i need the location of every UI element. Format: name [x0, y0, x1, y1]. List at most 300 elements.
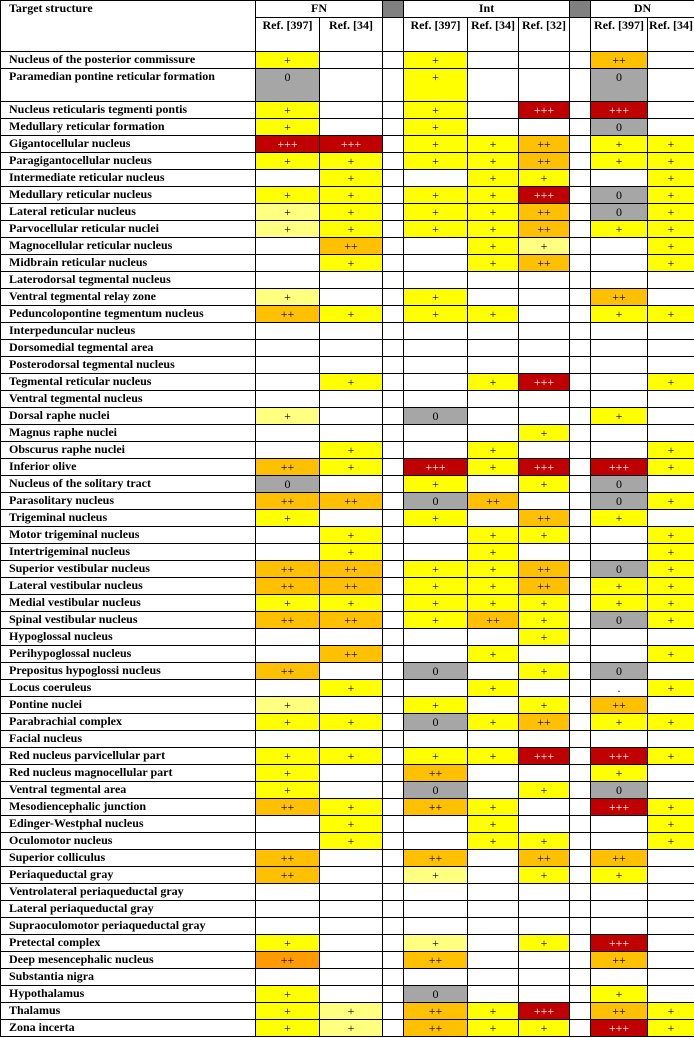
table-row: [1, 986, 694, 1003]
value-cell: +: [256, 1003, 320, 1020]
value-cell: +: [320, 306, 383, 323]
table-row: [1, 544, 694, 561]
separator-cell: [570, 221, 591, 238]
separator-cell: [570, 782, 591, 799]
structure-name: Pretectal complex: [1, 935, 256, 952]
value-cell: +: [468, 221, 519, 238]
value-cell: [591, 629, 648, 646]
value-cell: [648, 952, 694, 969]
table-body: [1, 52, 694, 1037]
structure-name: Paramedian pontine reticular formation: [1, 69, 256, 102]
value-cell: +: [404, 578, 468, 595]
separator-cell: [570, 748, 591, 765]
structure-name: Ventrolateral periaqueductal gray: [1, 884, 256, 901]
value-cell: [404, 646, 468, 663]
value-cell: [648, 69, 694, 102]
value-cell: +: [648, 136, 694, 153]
separator-cell: [383, 663, 404, 680]
value-cell: +: [256, 935, 320, 952]
structure-name: Ventral tegmental nucleus: [1, 391, 256, 408]
separator-cell: [383, 102, 404, 119]
value-cell: +: [320, 595, 383, 612]
separator-cell: [570, 238, 591, 255]
value-cell: [468, 102, 519, 119]
value-cell: [519, 969, 570, 986]
value-cell: [519, 918, 570, 935]
value-cell: ++: [468, 612, 519, 629]
value-cell: [468, 697, 519, 714]
separator-cell: [570, 561, 591, 578]
separator-cell: [570, 187, 591, 204]
value-cell: [468, 884, 519, 901]
value-cell: [519, 442, 570, 459]
value-cell: +: [404, 187, 468, 204]
value-cell: [256, 731, 320, 748]
value-cell: +: [256, 408, 320, 425]
separator-cell: [570, 442, 591, 459]
value-cell: ++: [256, 612, 320, 629]
value-cell: [591, 425, 648, 442]
table-row: [1, 52, 694, 69]
value-cell: +: [648, 238, 694, 255]
table-row: [1, 1020, 694, 1037]
value-cell: ++: [519, 510, 570, 527]
value-cell: [320, 850, 383, 867]
value-cell: ++: [519, 850, 570, 867]
value-cell: +: [468, 255, 519, 272]
structure-name: Parasolitary nucleus: [1, 493, 256, 510]
value-cell: [648, 289, 694, 306]
value-cell: +: [468, 459, 519, 476]
separator-cell: [570, 663, 591, 680]
value-cell: [468, 289, 519, 306]
table-row: [1, 187, 694, 204]
value-cell: [320, 102, 383, 119]
value-cell: +: [256, 714, 320, 731]
value-cell: +++: [519, 748, 570, 765]
table-row: [1, 748, 694, 765]
separator-cell: [383, 799, 404, 816]
value-cell: 0: [404, 408, 468, 425]
value-cell: +: [591, 136, 648, 153]
structure-name: Parvocellular reticular nuclei: [1, 221, 256, 238]
separator-cell: [383, 884, 404, 901]
value-cell: +: [468, 714, 519, 731]
table-row: [1, 935, 694, 952]
value-cell: +: [648, 153, 694, 170]
structure-name: Nucleus of the solitary tract: [1, 476, 256, 493]
structure-name: Red nucleus parvicellular part: [1, 748, 256, 765]
value-cell: [256, 323, 320, 340]
separator-cell: [570, 884, 591, 901]
separator-cell: [570, 578, 591, 595]
value-cell: [468, 476, 519, 493]
value-cell: 0: [591, 119, 648, 136]
value-cell: [519, 986, 570, 1003]
value-cell: [320, 425, 383, 442]
separator-cell: [383, 69, 404, 102]
separator-cell: [570, 1020, 591, 1037]
value-cell: [519, 901, 570, 918]
value-cell: [648, 765, 694, 782]
value-cell: ++: [519, 136, 570, 153]
separator-cell: [570, 459, 591, 476]
value-cell: [256, 969, 320, 986]
value-cell: +: [648, 646, 694, 663]
value-cell: [404, 816, 468, 833]
value-cell: ++: [404, 765, 468, 782]
structure-name: Nucleus of the posterior commissure: [1, 52, 256, 69]
value-cell: 0: [404, 714, 468, 731]
table-row: [1, 731, 694, 748]
value-cell: [404, 629, 468, 646]
value-cell: [519, 391, 570, 408]
structure-name: Medullary reticular nucleus: [1, 187, 256, 204]
value-cell: +: [256, 204, 320, 221]
separator-cell: [383, 153, 404, 170]
value-cell: [648, 867, 694, 884]
value-cell: ++: [256, 952, 320, 969]
value-cell: [591, 323, 648, 340]
structure-name: Prepositus hypoglossi nucleus: [1, 663, 256, 680]
separator-cell: [570, 204, 591, 221]
value-cell: [648, 391, 694, 408]
structure-name: Mesodiencephalic junction: [1, 799, 256, 816]
value-cell: +: [591, 867, 648, 884]
value-cell: 0: [404, 663, 468, 680]
structure-name: Lateral periaqueductal gray: [1, 901, 256, 918]
separator-cell: [383, 442, 404, 459]
table-row: [1, 918, 694, 935]
separator-cell: [570, 646, 591, 663]
separator-cell: [570, 255, 591, 272]
value-cell: [320, 731, 383, 748]
value-cell: [591, 238, 648, 255]
value-cell: +: [320, 799, 383, 816]
value-cell: [519, 884, 570, 901]
value-cell: +: [468, 374, 519, 391]
ref-header: Ref. [34]: [468, 18, 519, 52]
separator: [383, 1, 404, 18]
value-cell: +: [256, 765, 320, 782]
value-cell: +: [256, 697, 320, 714]
separator-cell: [570, 119, 591, 136]
value-cell: +: [404, 306, 468, 323]
value-cell: +: [256, 748, 320, 765]
value-cell: +: [256, 102, 320, 119]
value-cell: ++: [256, 493, 320, 510]
value-cell: [648, 340, 694, 357]
separator-cell: [570, 969, 591, 986]
structure-name: Perihypoglossal nucleus: [1, 646, 256, 663]
value-cell: [320, 510, 383, 527]
value-cell: [648, 731, 694, 748]
value-cell: [320, 408, 383, 425]
value-cell: [591, 816, 648, 833]
value-cell: +: [519, 867, 570, 884]
value-cell: ++: [320, 238, 383, 255]
value-cell: +: [648, 306, 694, 323]
value-cell: +: [648, 1003, 694, 1020]
value-cell: +: [320, 221, 383, 238]
value-cell: +: [320, 748, 383, 765]
value-cell: [648, 697, 694, 714]
table-row: [1, 867, 694, 884]
value-cell: +: [256, 782, 320, 799]
value-cell: +: [404, 697, 468, 714]
table-row: [1, 204, 694, 221]
value-cell: [468, 340, 519, 357]
ref-header: Ref. [32]: [519, 18, 570, 52]
group-header-fn: FN: [256, 1, 383, 18]
value-cell: [256, 816, 320, 833]
separator-cell: [383, 527, 404, 544]
separator-cell: [383, 544, 404, 561]
separator-cell: [383, 374, 404, 391]
value-cell: ++: [256, 663, 320, 680]
value-cell: [648, 901, 694, 918]
structure-name: Parabrachial complex: [1, 714, 256, 731]
structure-name: Dorsomedial tegmental area: [1, 340, 256, 357]
value-cell: +: [648, 833, 694, 850]
value-cell: +: [468, 527, 519, 544]
value-cell: +: [468, 153, 519, 170]
value-cell: +: [404, 221, 468, 238]
value-cell: [519, 816, 570, 833]
structure-name: Thalamus: [1, 1003, 256, 1020]
separator-cell: [570, 612, 591, 629]
value-cell: 0: [591, 782, 648, 799]
separator-cell: [570, 952, 591, 969]
table-row: [1, 272, 694, 289]
structure-name: Hypoglossal nucleus: [1, 629, 256, 646]
separator-cell: [383, 918, 404, 935]
table-row: [1, 765, 694, 782]
value-cell: +: [648, 221, 694, 238]
value-cell: +++: [519, 374, 570, 391]
value-cell: +: [404, 561, 468, 578]
value-cell: [591, 527, 648, 544]
value-cell: +: [320, 442, 383, 459]
value-cell: +: [648, 714, 694, 731]
value-cell: .: [591, 680, 648, 697]
value-cell: +: [256, 289, 320, 306]
value-cell: [256, 255, 320, 272]
value-cell: +: [320, 544, 383, 561]
value-cell: [591, 884, 648, 901]
value-cell: +: [648, 187, 694, 204]
value-cell: +: [591, 221, 648, 238]
value-cell: [468, 969, 519, 986]
separator-cell: [383, 782, 404, 799]
value-cell: [320, 476, 383, 493]
value-cell: [648, 357, 694, 374]
value-cell: +: [648, 612, 694, 629]
table-row: [1, 578, 694, 595]
table-row: [1, 459, 694, 476]
value-cell: +: [648, 170, 694, 187]
value-cell: +: [519, 476, 570, 493]
value-cell: [519, 799, 570, 816]
value-cell: +: [468, 170, 519, 187]
value-cell: [591, 901, 648, 918]
value-cell: 0: [256, 69, 320, 102]
table-row: [1, 510, 694, 527]
separator-cell: [383, 816, 404, 833]
structure-name: Intertrigeminal nucleus: [1, 544, 256, 561]
value-cell: ++: [591, 697, 648, 714]
value-cell: +: [648, 459, 694, 476]
value-cell: +: [591, 510, 648, 527]
value-cell: ++: [320, 612, 383, 629]
value-cell: +: [404, 119, 468, 136]
value-cell: +: [320, 1003, 383, 1020]
table-row: [1, 153, 694, 170]
value-cell: [468, 731, 519, 748]
value-cell: +: [404, 935, 468, 952]
structure-name: Obscurus raphe nuclei: [1, 442, 256, 459]
table-row: [1, 663, 694, 680]
structure-name: Magnus raphe nuclei: [1, 425, 256, 442]
separator-cell: [383, 357, 404, 374]
value-cell: +: [519, 612, 570, 629]
value-cell: [320, 52, 383, 69]
value-cell: 0: [404, 782, 468, 799]
value-cell: +: [648, 680, 694, 697]
value-cell: ++: [404, 850, 468, 867]
structure-name: Peduncolopontine tegmentum nucleus: [1, 306, 256, 323]
value-cell: +: [468, 306, 519, 323]
value-cell: [256, 833, 320, 850]
value-cell: [320, 952, 383, 969]
structure-name: Ventral tegmental relay zone: [1, 289, 256, 306]
separator-cell: [570, 69, 591, 102]
value-cell: 0: [591, 204, 648, 221]
value-cell: +: [404, 153, 468, 170]
value-cell: [648, 476, 694, 493]
value-cell: [648, 425, 694, 442]
value-cell: ++: [591, 52, 648, 69]
table-row: [1, 425, 694, 442]
separator-cell: [383, 901, 404, 918]
value-cell: +: [519, 170, 570, 187]
value-cell: [320, 918, 383, 935]
value-cell: [468, 52, 519, 69]
value-cell: [404, 442, 468, 459]
separator-cell: [383, 714, 404, 731]
value-cell: [468, 901, 519, 918]
value-cell: ++: [519, 221, 570, 238]
structure-name: Paragigantocellular nucleus: [1, 153, 256, 170]
value-cell: [468, 425, 519, 442]
value-cell: [519, 289, 570, 306]
value-cell: [320, 901, 383, 918]
value-cell: [404, 340, 468, 357]
value-cell: +++: [591, 102, 648, 119]
value-cell: +: [591, 986, 648, 1003]
separator-cell: [383, 935, 404, 952]
value-cell: [404, 170, 468, 187]
value-cell: [591, 272, 648, 289]
value-cell: +: [468, 680, 519, 697]
separator-cell: [570, 816, 591, 833]
separator-cell: [570, 153, 591, 170]
value-cell: +: [591, 765, 648, 782]
value-cell: [320, 969, 383, 986]
value-cell: +: [256, 1020, 320, 1037]
separator-cell: [570, 544, 591, 561]
value-cell: ++: [256, 850, 320, 867]
table-row: [1, 595, 694, 612]
value-cell: +: [519, 629, 570, 646]
table-row: [1, 561, 694, 578]
separator-cell: [570, 306, 591, 323]
value-cell: +: [648, 442, 694, 459]
separator-cell: [383, 204, 404, 221]
value-cell: ++: [404, 799, 468, 816]
value-cell: +: [468, 816, 519, 833]
value-cell: +: [404, 748, 468, 765]
structure-name: Posterodorsal tegmental nucleus: [1, 357, 256, 374]
structure-name: Edinger-Westphal nucleus: [1, 816, 256, 833]
separator-cell: [570, 714, 591, 731]
value-cell: ++: [591, 850, 648, 867]
separator-cell: [383, 476, 404, 493]
value-cell: [591, 544, 648, 561]
structure-name: Ventral tegmental area: [1, 782, 256, 799]
value-cell: ++: [404, 1020, 468, 1037]
value-cell: [320, 357, 383, 374]
value-cell: [468, 765, 519, 782]
value-cell: [468, 918, 519, 935]
table-row: [1, 850, 694, 867]
value-cell: +: [591, 578, 648, 595]
value-cell: +: [519, 697, 570, 714]
value-cell: +: [648, 748, 694, 765]
value-cell: [404, 357, 468, 374]
value-cell: [468, 952, 519, 969]
group-header-dn: DN: [591, 1, 694, 18]
structure-name: Nucleus reticularis tegmenti pontis: [1, 102, 256, 119]
structure-name: Dorsal raphe nuclei: [1, 408, 256, 425]
value-cell: ++: [519, 714, 570, 731]
value-cell: [404, 425, 468, 442]
ref-header: Ref. [34]: [320, 18, 383, 52]
value-cell: 0: [404, 493, 468, 510]
table-row: [1, 952, 694, 969]
value-cell: [519, 765, 570, 782]
value-cell: +: [256, 119, 320, 136]
value-cell: +: [519, 663, 570, 680]
value-cell: ++: [519, 255, 570, 272]
value-cell: [468, 510, 519, 527]
value-cell: +++: [591, 799, 648, 816]
structure-name: Magnocellular reticular nucleus: [1, 238, 256, 255]
value-cell: +: [648, 561, 694, 578]
value-cell: [256, 442, 320, 459]
value-cell: ++: [591, 952, 648, 969]
separator-cell: [383, 170, 404, 187]
table-row: [1, 476, 694, 493]
value-cell: [591, 357, 648, 374]
value-cell: +: [519, 425, 570, 442]
value-cell: [320, 663, 383, 680]
value-cell: [591, 833, 648, 850]
value-cell: [648, 52, 694, 69]
value-cell: +: [468, 833, 519, 850]
separator-cell: [383, 255, 404, 272]
value-cell: +++: [256, 136, 320, 153]
